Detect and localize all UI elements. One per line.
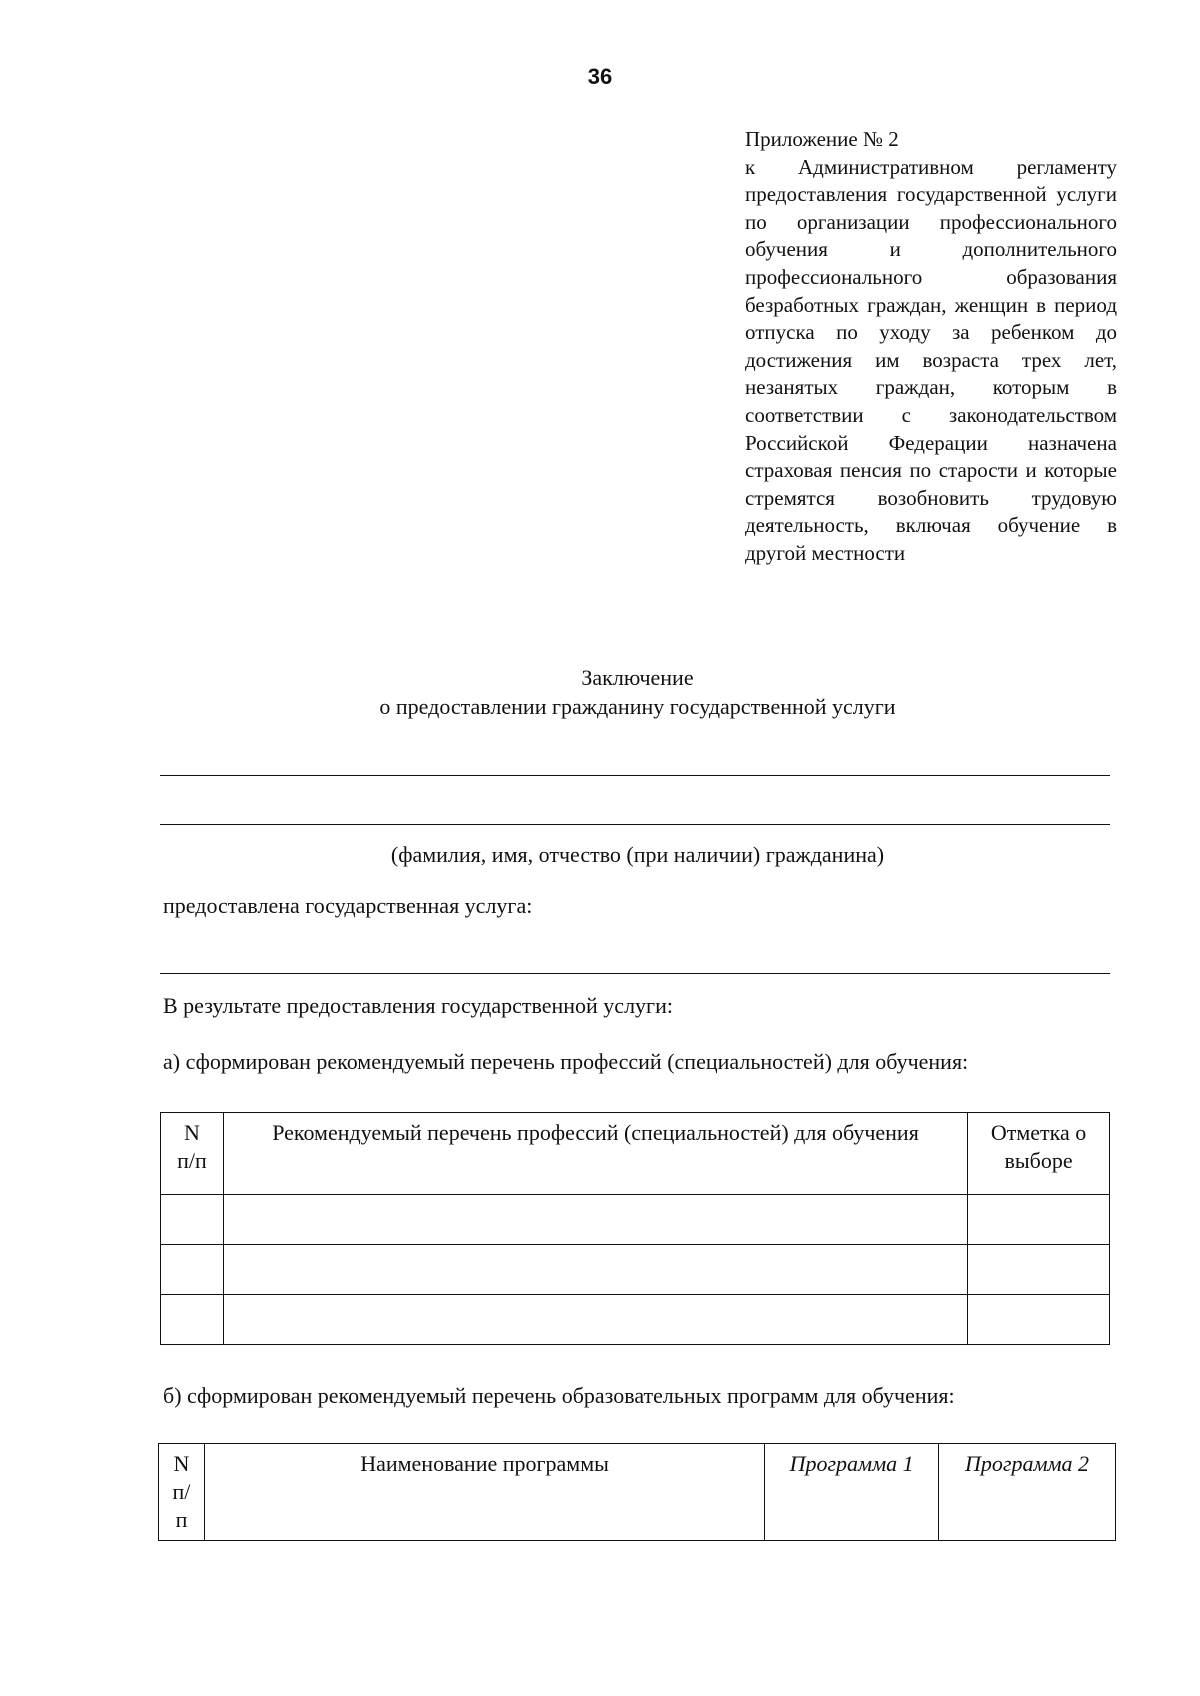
professions-header-num [161,1113,224,1195]
service-provided-label: предоставлена государственная услуга: [163,893,533,918]
num-header-line1: N [173,1451,190,1476]
professions-header-row [161,1113,1110,1195]
name-caption: (фамилия, имя, отчество (при наличии) гражданина) [390,842,885,867]
num-header-line2: п/п [177,1148,207,1173]
table-row [161,1245,1110,1295]
table-cell[interactable] [161,1245,224,1295]
table-cell[interactable] [968,1295,1110,1345]
appendix-body: к Административном регламенту предоставления государственной услуги по организации профессионального обучения и дополнительного профессионального образования безработных граждан, женщин в период отпуска по уходу за ребенком до достижения им возраста трех лет, незанятых граждан, которым в соответствии с законодательством Российской Федерации назначена страховая пенсия по старости и которые стремятся возобновить трудовую деятельность, включая обучение в другой местности [745,154,1117,565]
name-line-1 [160,775,1110,776]
professions-table [160,1112,1110,1345]
document-title: Заключение [581,665,694,690]
num-header-line2: п/п [172,1479,191,1532]
section-b-title: б) сформирован рекомендуемый перечень образовательных программ для обучения: [163,1383,955,1408]
num-header-line1: N [184,1120,200,1145]
programs-header-program2: Программа 2 [939,1444,1116,1541]
name-line-2 [160,824,1110,825]
programs-header-row [159,1444,1116,1541]
mark-header-line2: выборе [1004,1148,1073,1173]
professions-header-list: Рекомендуемый перечень профессий (специальностей) для обучения [223,1113,967,1195]
service-line [160,973,1110,974]
table-cell[interactable] [223,1295,967,1345]
table-cell[interactable] [968,1245,1110,1295]
section-a-title: а) сформирован рекомендуемый перечень профессий (специальностей) для обучения: [163,1049,969,1074]
table-cell[interactable] [968,1195,1110,1245]
table-cell[interactable] [161,1195,224,1245]
table-row [161,1195,1110,1245]
programs-header-num [159,1444,205,1541]
document-subtitle: о предоставлении гражданину государственной услуги [379,694,896,719]
appendix-title: Приложение № 2 [745,127,899,151]
programs-header-name: Наименование программы [204,1444,764,1541]
table-row [161,1295,1110,1345]
programs-header-program1: Программа 1 [765,1444,939,1541]
professions-header-mark [968,1113,1110,1195]
appendix-block [745,126,1117,568]
page-number: 36 [587,64,613,89]
result-intro: В результате предоставления государственной услуги: [163,993,673,1018]
programs-table [158,1443,1116,1541]
table-cell[interactable] [161,1295,224,1345]
mark-header-line1: Отметка о [990,1120,1087,1145]
table-cell[interactable] [223,1195,967,1245]
table-cell[interactable] [223,1245,967,1295]
